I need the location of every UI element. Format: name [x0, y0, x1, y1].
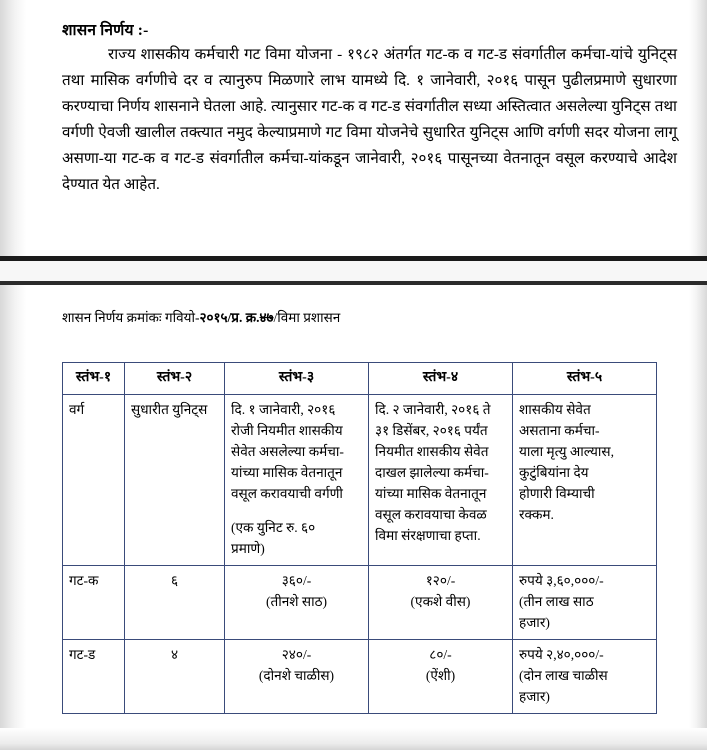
- page-right-edge-shadow: [689, 0, 707, 750]
- page-left-edge-shadow: [0, 0, 26, 750]
- cell-text-line: (एकशे वीस): [410, 594, 471, 609]
- cell-text-line: नियमीत शासकीय सेवेत: [375, 444, 489, 459]
- row3-class-cell: गट-ड: [63, 640, 125, 714]
- table-body: [63, 395, 657, 714]
- cell-text-line: १२०/-: [425, 573, 456, 588]
- cell-text-line: (तीन लाख साठ: [519, 594, 594, 609]
- gr-suffix: /विमा प्रशासन: [273, 310, 341, 325]
- cell-text-line: विमा संरक्षणाचा हप्ता.: [375, 528, 481, 543]
- page-bottom-edge-shadow: [0, 728, 707, 750]
- row3-col4-cell: [369, 640, 513, 714]
- row1-class-cell: वर्ग: [63, 395, 125, 566]
- page-separator-gap: [0, 261, 707, 281]
- cell-text-line: शासकीय सेवेत: [519, 402, 591, 417]
- table-header-col4: स्तंभ-४: [369, 363, 513, 395]
- row1-col5-cell: [513, 395, 657, 566]
- page-separator-bar-bottom: [0, 281, 707, 285]
- cell-text-line: रक्कम.: [519, 507, 554, 522]
- row2-units-cell: ६: [125, 566, 225, 640]
- cell-text-line: (दोनशे चाळीस): [258, 668, 335, 683]
- cell-text-line: ३६०/-: [281, 573, 312, 588]
- cell-text-line: प्रमाणे): [231, 541, 265, 556]
- table-header-row: [63, 363, 657, 395]
- cell-text-line: कुटुंबियांना देय: [519, 465, 589, 480]
- row2-col5-cell: [513, 566, 657, 640]
- cell-text-line: सेवेत असलेल्या कर्मचा-: [231, 444, 344, 459]
- gr-prefix: शासन निर्णय क्रमांकः गवियो-: [62, 310, 200, 325]
- row3-col5-cell: [513, 640, 657, 714]
- row1-units-cell: सुधारीत युनिट्स: [125, 395, 225, 566]
- insurance-units-table: [62, 362, 657, 714]
- body-paragraph: राज्य शासकीय कर्मचारी गट विमा योजना - १९८२ अंतर्गत गट-क व गट-ड संवर्गातील कर्मचा-यांचे युनिट्स तथा मासिक वर्गणीचे दर व त्यानुरुप मिळणारे लाभ यामध्ये दि. १ जानेवारी, २०१६ पासून पुढीलप्रमाणे सुधारणा करण्याचा निर्णय शासनाने घेतला आहे. त्यानुसार गट-क व गट-ड संवर्गातील सध्या अस्तित्वात असलेल्या युनिट्स तथा वर्गणी ऐवजी खालील तक्त्यात नमुद केल्याप्रमाणे गट विमा योजनेचे सुधारित युनिट्स आणि वर्गणी सदर योजना लागू असणा-या गट-क व गट-ड संवर्गातील कर्मचा-यांकडून जानेवारी, २०१६ पासूनच्या वेतनातून वसूल करण्याचे आदेश देण्यात येत आहेत.: [62, 46, 677, 193]
- cell-text-line: वसूल करावयाची वर्गणी: [231, 486, 343, 501]
- cell-text-line: दि. २ जानेवारी, २०१६ ते: [375, 402, 491, 417]
- cell-text-line: वसूल करावयाचा केवळ: [375, 507, 487, 522]
- cell-text-line: [231, 504, 362, 517]
- insurance-units-table-wrapper: [62, 362, 656, 714]
- row1-col3-cell: [225, 395, 369, 566]
- cell-text-line: रुपये २,४०,०००/-: [519, 647, 604, 662]
- section-heading: शासन निर्णय :-: [62, 22, 149, 39]
- cell-text-line: रोजी नियमीत शासकीय: [231, 423, 343, 438]
- row1-col4-cell: [369, 395, 513, 566]
- cell-text-line: हजार): [519, 689, 550, 704]
- cell-text-line: ३१ डिसेंबर, २०१६ पर्यंत: [375, 423, 488, 438]
- cell-text-line: ८०/-: [429, 647, 452, 662]
- cell-text-line: दि. १ जानेवारी, २०१६: [231, 402, 336, 417]
- cell-text-line: यांच्या मासिक वेतनातून: [375, 486, 487, 501]
- row2-class-cell: गट-क: [63, 566, 125, 640]
- table-header-col1: स्तंभ-१: [63, 363, 125, 395]
- cell-text-line: दाखल झालेल्या कर्मचा-: [375, 465, 489, 480]
- cell-text-line: होणारी विम्याची: [519, 486, 595, 501]
- table-row: [63, 566, 657, 640]
- cell-text-line: २४०/-: [281, 647, 312, 662]
- gr-reference-line: [62, 308, 340, 326]
- row3-units-cell: ४: [125, 640, 225, 714]
- table-header-col2: स्तंभ-२: [125, 363, 225, 395]
- cell-text-line: (एक युनिट रु. ६०: [231, 520, 316, 535]
- table-row: [63, 640, 657, 714]
- gr-number-struck: ४७: [259, 310, 274, 325]
- cell-text-line: यांच्या मासिक वेतनातून: [231, 465, 343, 480]
- row2-col4-cell: [369, 566, 513, 640]
- table-row: [63, 395, 657, 566]
- row3-col3-cell: [225, 640, 369, 714]
- cell-text-line: याला मृत्यु आल्यास,: [519, 444, 614, 459]
- cell-text-line: रुपये ३,६०,०००/-: [519, 573, 604, 588]
- row2-col3-cell: [225, 566, 369, 640]
- cell-text-line: हजार): [519, 615, 550, 630]
- gr-code: २०१५/प्र. क्र.: [199, 310, 260, 325]
- table-header-col3: स्तंभ-३: [225, 363, 369, 395]
- cell-text-line: (दोन लाख चाळीस: [519, 668, 608, 683]
- table-header-col5: स्तंभ-५: [513, 363, 657, 395]
- cell-text-line: (तीनशे साठ): [265, 594, 328, 609]
- cell-text-line: (ऐंशी): [425, 668, 456, 683]
- cell-text-line: असताना कर्मचा-: [519, 423, 600, 438]
